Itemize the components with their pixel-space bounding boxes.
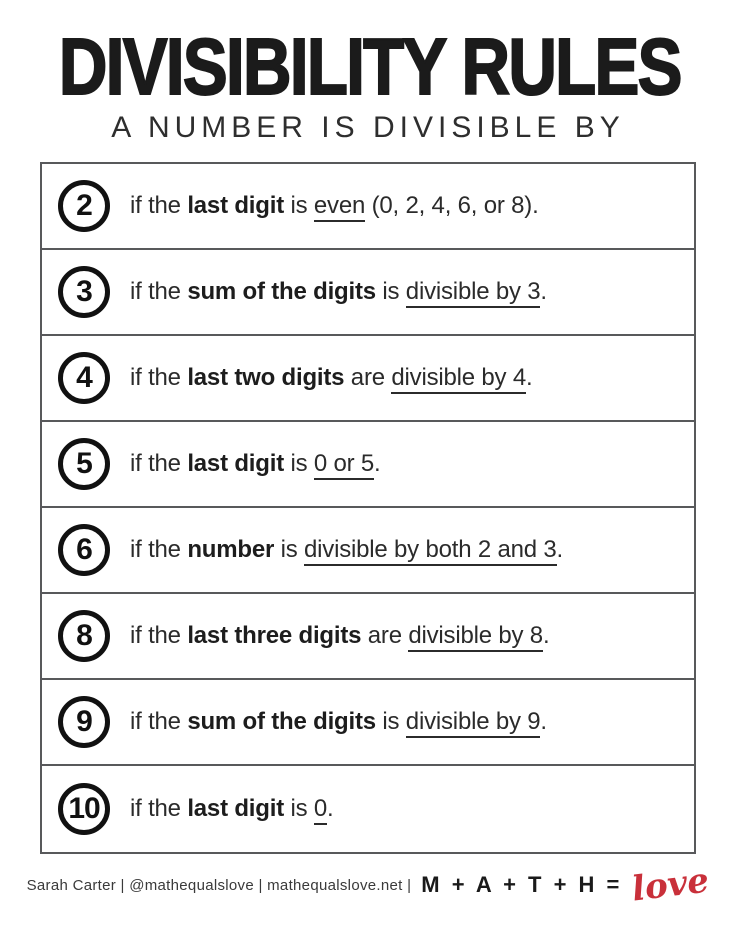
rule-condition: 0 <box>314 795 327 825</box>
footer-math-equation: M + A + T + H = <box>421 872 623 898</box>
rule-keyword: last digit <box>187 449 284 477</box>
rule-text <box>130 192 539 220</box>
page-subtitle: A NUMBER IS DIVISIBLE BY <box>111 110 625 144</box>
rule-text-fragment: is <box>284 449 314 477</box>
rule-number-badge: 4 <box>58 352 110 404</box>
rule-row <box>42 164 694 250</box>
rule-text-fragment: if the <box>130 621 188 649</box>
rule-number-badge: 10 <box>58 783 110 835</box>
rule-text-fragment: . <box>542 621 550 649</box>
rule-keyword: last three digits <box>187 621 362 649</box>
rule-text-fragment: if the <box>130 707 188 735</box>
rule-row <box>42 766 694 852</box>
rule-text-fragment: are <box>361 621 409 649</box>
rule-keyword: sum of the digits <box>187 707 376 735</box>
rule-text <box>130 278 547 306</box>
rule-condition: divisible by 9 <box>406 708 541 738</box>
rule-row <box>42 680 694 766</box>
rule-text-fragment: if the <box>130 191 188 219</box>
rule-condition: 0 or 5 <box>314 450 374 480</box>
rule-text-fragment: is <box>274 535 304 563</box>
rule-text-fragment: . <box>556 535 563 563</box>
rule-keyword: number <box>187 535 275 563</box>
rule-text <box>130 536 563 564</box>
rule-text-fragment: if the <box>130 535 188 563</box>
poster-header <box>0 0 736 145</box>
footer <box>0 860 736 910</box>
rule-row <box>42 508 694 594</box>
rule-text <box>130 708 547 736</box>
rule-row <box>42 336 694 422</box>
rule-condition: divisible by 4 <box>391 364 526 394</box>
footer-credit: Sarah Carter | @mathequalslove | mathequalslove.net | <box>26 876 412 894</box>
rule-condition: divisible by both 2 and 3 <box>304 536 557 566</box>
rule-condition: divisible by 3 <box>406 278 541 308</box>
rule-number-badge: 5 <box>58 438 110 490</box>
rule-text <box>130 450 381 478</box>
rule-text-fragment: are <box>344 363 392 391</box>
rule-text-fragment: . <box>327 794 334 822</box>
rule-row <box>42 594 694 680</box>
rule-number-badge: 2 <box>58 180 110 232</box>
rule-text-fragment: if the <box>130 363 188 391</box>
rule-row <box>42 422 694 508</box>
rule-text-fragment: if the <box>130 449 188 477</box>
rule-text-fragment: . <box>540 277 547 305</box>
rule-text-fragment: is <box>284 794 314 822</box>
rule-number-badge: 6 <box>58 524 110 576</box>
rule-text-fragment: is <box>375 277 406 305</box>
rule-condition: divisible by 8 <box>408 622 543 652</box>
rule-keyword: last digit <box>187 191 284 219</box>
rules-table <box>40 162 696 854</box>
footer-love-logo: love <box>630 860 712 910</box>
page-title: DIVISIBILITY RULES <box>58 22 681 111</box>
rule-number-badge: 3 <box>58 266 110 318</box>
rule-text <box>130 795 334 823</box>
rule-row <box>42 250 694 336</box>
rule-number-badge: 8 <box>58 610 110 662</box>
rule-text-fragment: if the <box>130 277 188 305</box>
rule-number-badge: 9 <box>58 696 110 748</box>
rule-text <box>130 364 532 392</box>
rule-text-fragment: . <box>540 707 547 735</box>
rule-text-fragment: . <box>525 363 533 391</box>
rule-text-fragment: is <box>375 707 406 735</box>
rule-keyword: last digit <box>187 794 284 822</box>
rule-condition: even <box>314 192 365 222</box>
rule-keyword: last two digits <box>187 363 345 391</box>
rule-text-fragment: if the <box>130 794 188 822</box>
rule-text <box>130 622 549 650</box>
rule-text-fragment: . <box>374 449 381 477</box>
rule-text-fragment: (0, 2, 4, 6, or 8). <box>365 191 539 219</box>
rule-text-fragment: is <box>284 191 314 219</box>
rule-keyword: sum of the digits <box>187 277 376 305</box>
